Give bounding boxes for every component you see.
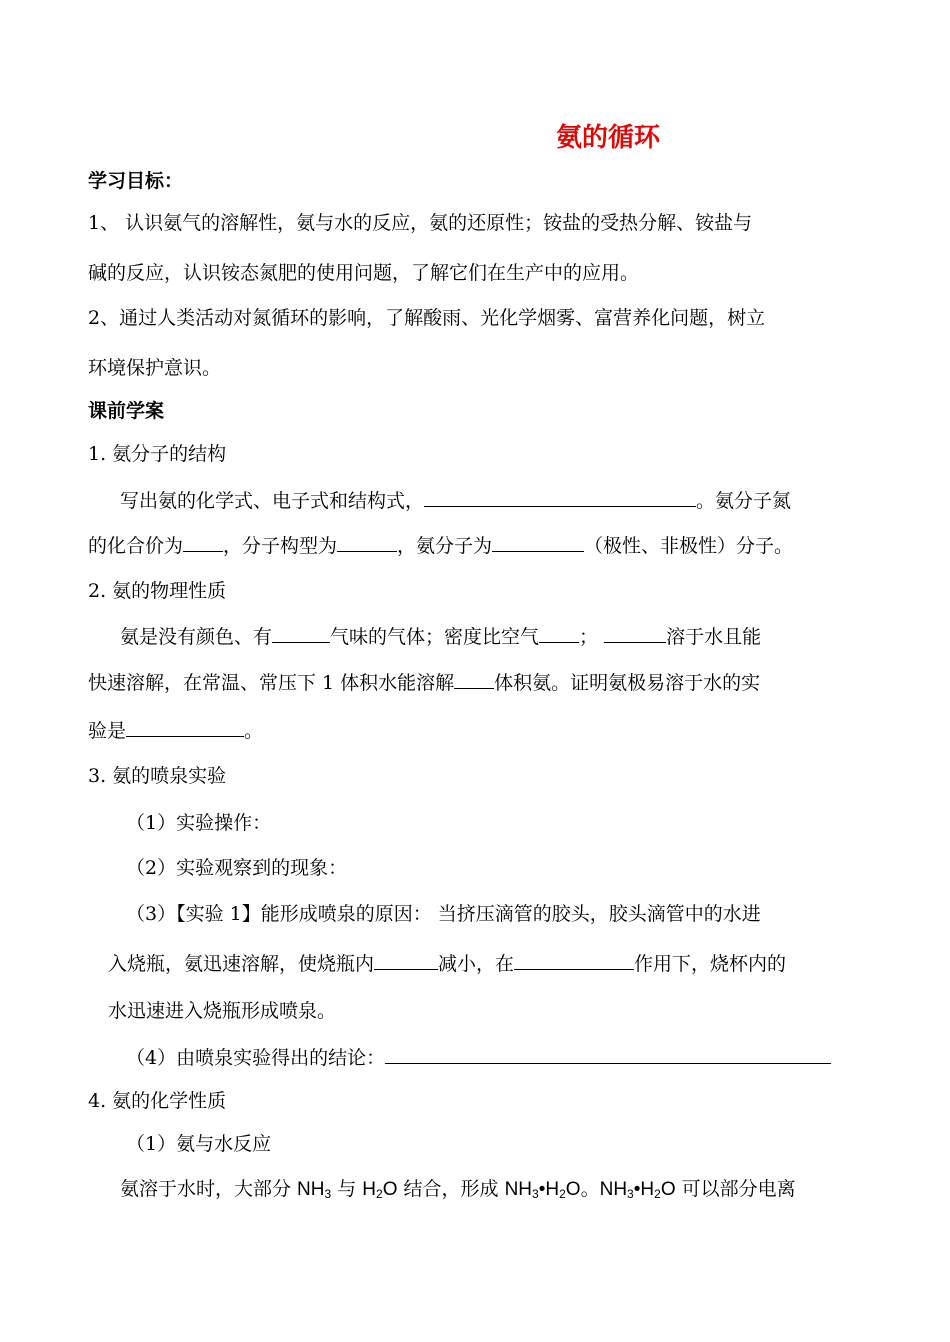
experiment-blank[interactable] <box>126 735 244 737</box>
valence-blank[interactable] <box>183 550 223 552</box>
section-1-heading: 1. 氨分子的结构 <box>88 443 227 465</box>
section-2-line-3 <box>88 722 263 741</box>
section-1-text-f: （极性、非极性）分子。 <box>584 535 794 557</box>
section-4-heading: 4. 氨的化学性质 <box>88 1090 227 1112</box>
section-2-text-g: 验是 <box>88 720 127 742</box>
section-2-text-b: 气味的气体；密度比空气 <box>330 626 540 648</box>
section-2-text-a: 氨是没有颜色、有 <box>120 626 273 648</box>
objectives-heading: 学习目标： <box>88 170 184 192</box>
polarity-blank[interactable] <box>492 550 584 552</box>
section-3-item-3-line-3: 水迅速进入烧瓶形成喷泉。 <box>108 1000 337 1022</box>
section-1-text-a: 写出氨的化学式、电子式和结构式， <box>120 490 425 512</box>
section-3-text-d: （4）由喷泉实验得出的结论： <box>126 1047 386 1069</box>
section-1-line-2 <box>88 537 793 556</box>
section-2-text-f: 体积氨。证明氨极易溶于水的实 <box>494 672 761 694</box>
section-2-line-2 <box>88 674 760 693</box>
section-3-text-c: 作用下，烧杯内的 <box>634 953 787 975</box>
section-1-text-c: 的化合价为 <box>88 535 184 557</box>
section-3-item-3-line-1: （3）【实验 1】能形成喷泉的原因： 当挤压滴管的胶头，胶头滴管中的水进 <box>126 903 761 925</box>
section-2-text-d: 溶于水且能 <box>666 626 762 648</box>
objective-2-line-2: 环境保护意识。 <box>88 357 222 379</box>
section-4-text-d: 可以部分电离 <box>675 1178 796 1200</box>
section-4-text-c: 。 <box>580 1178 600 1200</box>
conclusion-blank[interactable] <box>385 1062 831 1064</box>
formula-blank[interactable] <box>424 505 696 507</box>
formula-nh3-h2o-2: $NH_3•H_2O$ <box>599 1179 676 1201</box>
section-3-text-a: 入烧瓶，氨迅速溶解，使烧瓶内 <box>108 953 375 975</box>
section-2-line-1 <box>120 628 761 647</box>
page-title: 氨的循环 <box>556 123 661 153</box>
density-blank[interactable] <box>539 641 579 643</box>
section-3-heading: 3. 氨的喷泉实验 <box>88 765 227 787</box>
section-2-text-e: 快速溶解，在常温、常压下 1 体积水能溶解 <box>88 672 455 694</box>
force-blank[interactable] <box>514 968 634 970</box>
section-3-item-4 <box>126 1049 831 1068</box>
formula-nh3: $NH_3$ <box>297 1179 332 1201</box>
objective-2-line-1: 2、通过人类活动对氮循环的影响，了解酸雨、光化学烟雾、富营养化问题，树立 <box>88 307 766 329</box>
section-3-text-b: 减小，在 <box>438 953 515 975</box>
solubility-blank[interactable] <box>604 641 666 643</box>
section-3-item-3-line-2 <box>108 955 786 974</box>
section-2-text-c: ； <box>579 626 599 648</box>
section-3-item-2: （2）实验观察到的现象： <box>126 857 348 879</box>
section-2-heading: 2. 氨的物理性质 <box>88 580 227 602</box>
section-1-text-e: ，氨分子为 <box>397 535 493 557</box>
objective-1-line-1: 1、 认识氨气的溶解性，氨与水的反应，氨的还原性；铵盐的受热分解、铵盐与 <box>88 212 753 234</box>
section-4-text-b: 结合，形成 <box>397 1178 505 1200</box>
volume-blank[interactable] <box>454 687 494 689</box>
section-4-text-with: 与 <box>331 1178 363 1200</box>
formula-h2o: $H_2O$ <box>362 1179 398 1201</box>
preclass-heading: 课前学案 <box>88 400 165 422</box>
formula-nh3-h2o: $NH_3•H_2O$ <box>504 1179 581 1201</box>
pressure-blank[interactable] <box>374 968 438 970</box>
section-2-text-h: 。 <box>244 720 264 742</box>
section-4-item-1: （1）氨与水反应 <box>126 1133 272 1155</box>
objective-1-line-2: 碱的反应，认识铵态氮肥的使用问题，了解它们在生产中的应用。 <box>88 262 640 284</box>
shape-blank[interactable] <box>337 550 397 552</box>
section-1-text-d: ，分子构型为 <box>223 535 338 557</box>
section-1-line-1 <box>120 492 791 511</box>
section-3-item-1: （1）实验操作： <box>126 812 272 834</box>
section-4-line-1 <box>120 1180 796 1199</box>
section-1-text-b: 。氨分子氮 <box>696 490 792 512</box>
section-4-text-a: 氨溶于水时，大部分 <box>120 1178 298 1200</box>
odor-blank[interactable] <box>272 641 330 643</box>
